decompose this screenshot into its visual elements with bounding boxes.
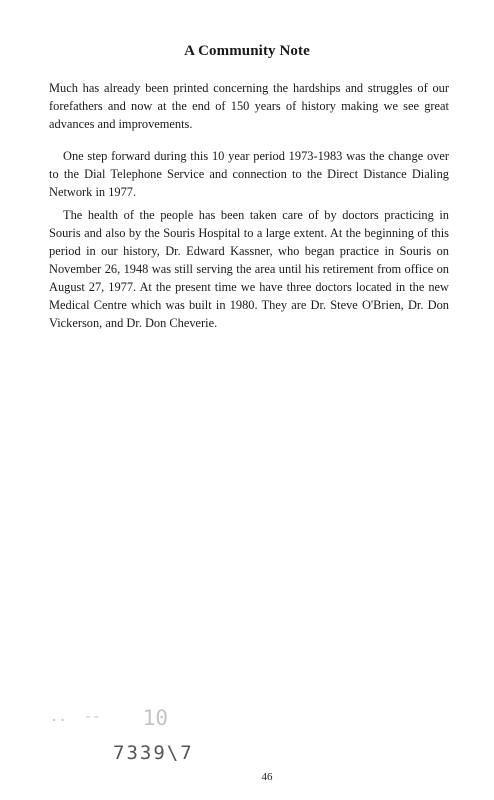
faint-stamp-marks: .. -- (50, 709, 101, 725)
faint-stamp-number: 10 (142, 706, 169, 730)
paragraph-2: One step forward during this 10 year period 1973-1983 was the change over to the Dial Telephone Service and connection to the Direct Distance Dialing Network in 1977. (49, 149, 449, 199)
paragraph-1: Much has already been printed concerning the hardships and struggles of our forefathers and now at the end of 150 years of history making we see great advances and improvements. (49, 81, 449, 131)
page-number: 46 (261, 771, 273, 783)
catalog-stamp-number: 7339\7 (113, 742, 194, 764)
page-title: A Community Note (184, 43, 310, 59)
faint-stamp (50, 706, 168, 730)
paragraph-3: The health of the people has been taken care of by doctors practicing in Souris and also by the Souris Hospital to a large extent. At the beginning of this period in our history, Dr. Edward Kassner, who began practice in Souris on November 26, 1948 was still serving the area until his retirement from office on August 27, 1977. At the present time we have three doctors located in the new Medical Centre which was built in 1980. They are Dr. Steve O'Brien, Dr. Don Vickerson, and Dr. Don Cheverie. (49, 208, 449, 330)
